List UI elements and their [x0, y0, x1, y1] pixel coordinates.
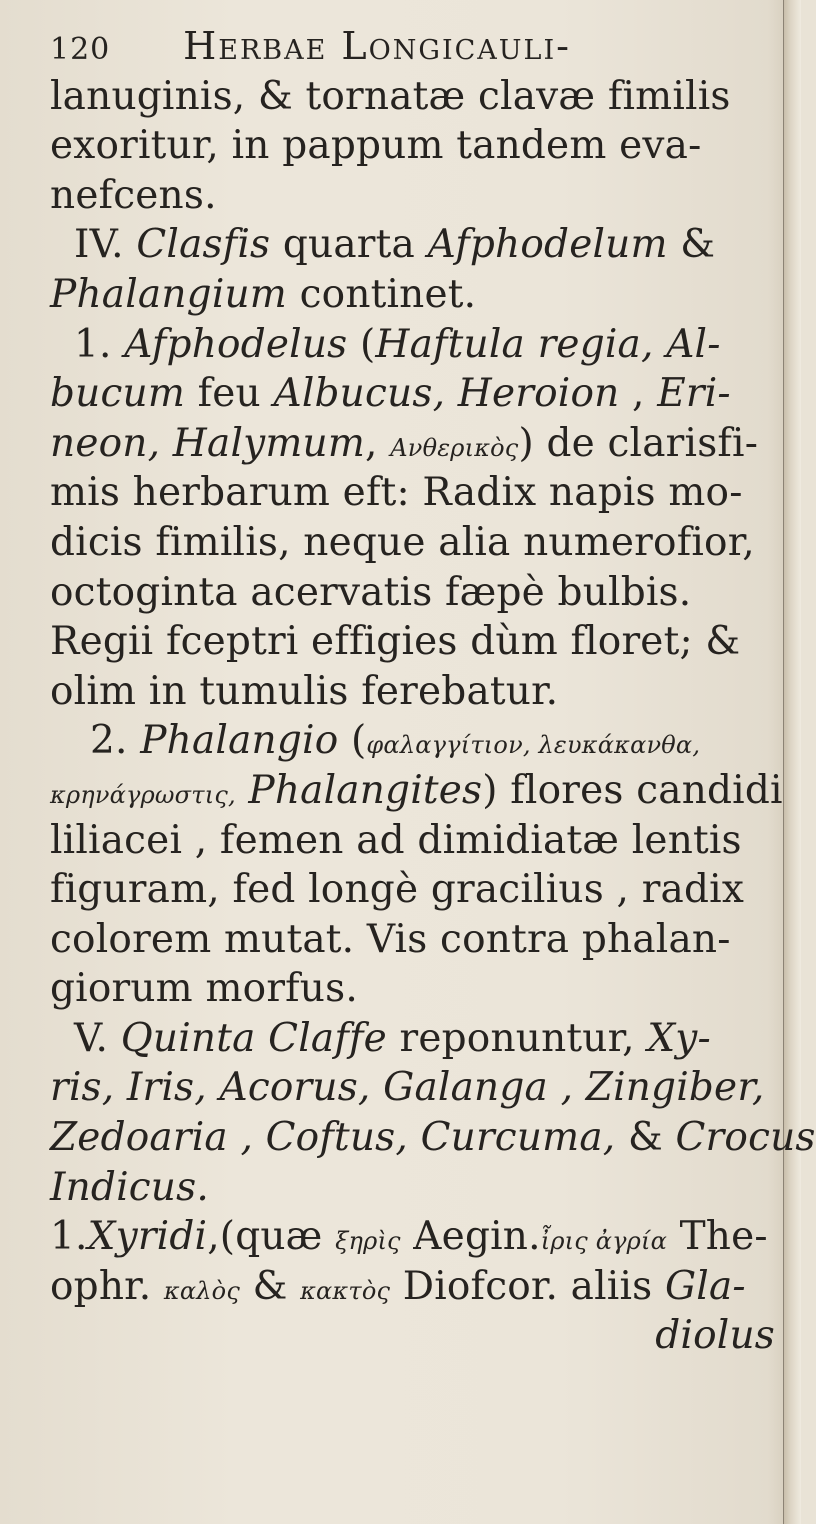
italic-text: Xyridi: [87, 1214, 208, 1260]
text-line: [50, 1063, 785, 1113]
italic-text: Afphodelum: [427, 222, 668, 268]
italic-text: Afphodelus: [124, 321, 348, 367]
text-run: (: [338, 718, 367, 764]
text-line: [50, 369, 785, 419]
italic-text: ris, Iris, Acorus, Galanga , Zingiber,: [50, 1065, 765, 1111]
page-edge: [783, 0, 801, 1524]
text-line: [50, 766, 785, 816]
italic-text: bucum: [50, 371, 186, 417]
text-line: [50, 1014, 785, 1064]
text-run: lanuginis, & tornatæ clavæ fimilis: [50, 73, 731, 119]
text-line: [50, 568, 785, 618]
text-run: figuram, fed longè gracilius , radix: [50, 867, 745, 913]
italic-text: Crocus: [675, 1115, 816, 1161]
text-run: &: [615, 1115, 676, 1161]
text-line: [50, 617, 785, 667]
greek-text: κακτὸς: [300, 1276, 391, 1305]
text-run: giorum morfus.: [50, 966, 358, 1012]
text-line: [50, 865, 785, 915]
italic-text: Phalangites: [235, 767, 483, 813]
italic-text: neon, Halymum: [50, 420, 366, 466]
italic-text: diolus: [655, 1313, 775, 1359]
running-title: Herbae Longicauli-: [183, 24, 571, 68]
text-line: [50, 419, 785, 469]
italic-text: Haftula regia, Al-: [375, 321, 721, 367]
text-line: [50, 1262, 785, 1312]
text-line: [50, 171, 785, 221]
text-run: 2.: [90, 718, 141, 764]
text-run: V.: [74, 1015, 121, 1061]
text-run: ) flores candidi: [482, 767, 783, 813]
page-header: [50, 22, 785, 72]
text-run: (: [347, 321, 376, 367]
text-run: 1.: [50, 1214, 88, 1260]
text-run: IV.: [74, 222, 137, 268]
greek-text: κρηνάγρωστις,: [50, 780, 236, 809]
text-run: feu: [185, 371, 274, 417]
text-run: olim in tumulis ferebatur.: [50, 668, 559, 714]
text-line: [50, 667, 785, 717]
greek-text: φαλαγγίτιον, λευκάκανθα,: [366, 731, 701, 760]
text-line: [50, 1212, 785, 1262]
text-run: Diofcor. aliis: [390, 1263, 665, 1309]
text-line: [50, 816, 785, 866]
text-line: [50, 716, 785, 766]
text-run: Aegin.: [400, 1214, 541, 1260]
page-text: [50, 22, 816, 1361]
italic-text: Zedoaria , Coftus, Curcuma,: [50, 1115, 616, 1161]
italic-text: Phalangium: [50, 271, 287, 317]
italic-text: Phalangio: [140, 718, 339, 764]
text-run: &: [239, 1263, 301, 1309]
italic-text: Gla-: [664, 1263, 746, 1309]
text-line: [50, 1311, 785, 1361]
text-run: 1.: [74, 321, 125, 367]
text-run: exoritur, in pappum tandem eva-: [50, 123, 702, 169]
greek-text: ξηρὶς: [335, 1227, 401, 1256]
page-number: 120: [50, 32, 111, 67]
text-line: [50, 320, 785, 370]
greek-text: ἶρις ἀγρία: [540, 1227, 667, 1256]
text-run: reponuntur,: [386, 1015, 648, 1061]
text-run: liliacei , femen ad dimidiatæ lentis: [50, 817, 742, 863]
text-line: [50, 1113, 816, 1163]
text-run: ,: [365, 420, 391, 466]
text-run: continet.: [287, 271, 477, 317]
text-run: ,: [619, 371, 658, 417]
italic-text: Albucus, Heroion: [273, 371, 620, 417]
text-run: ophr.: [50, 1263, 164, 1309]
text-run: ,(quæ: [207, 1214, 336, 1260]
text-run: colorem mutat. Vis contra phalan-: [50, 916, 731, 962]
italic-text: Indicus.: [50, 1164, 209, 1210]
text-line: [50, 518, 785, 568]
text-run: ) de clarisfi-: [518, 420, 759, 466]
text-run: dicis fimilis, neque alia numerofior,: [50, 519, 755, 565]
text-run: Regii fceptri effigies dùm floret; &: [50, 619, 741, 665]
text-run: mis herbarum eft: Radix napis mo-: [50, 470, 743, 516]
text-run: quarta: [270, 222, 428, 268]
text-run: octoginta acervatis fæpè bulbis.: [50, 569, 692, 615]
text-line: [50, 964, 785, 1014]
text-line: [50, 1163, 785, 1213]
text-run: nefcens.: [50, 172, 217, 218]
italic-text: Clasfis: [136, 222, 271, 268]
text-run: The-: [666, 1214, 768, 1260]
text-line: [50, 121, 785, 171]
text-line: [50, 270, 785, 320]
text-line: [50, 220, 785, 270]
greek-text: καλὸς: [163, 1276, 240, 1305]
text-line: [50, 72, 785, 122]
greek-text: Ανθερικὸς: [390, 433, 519, 462]
text-line: [50, 468, 785, 518]
text-line: [50, 915, 785, 965]
text-run: &: [667, 222, 716, 268]
italic-text: Eri-: [657, 371, 731, 417]
italic-text: Xy-: [647, 1015, 711, 1061]
italic-text: Quinta Claffe: [120, 1015, 387, 1061]
